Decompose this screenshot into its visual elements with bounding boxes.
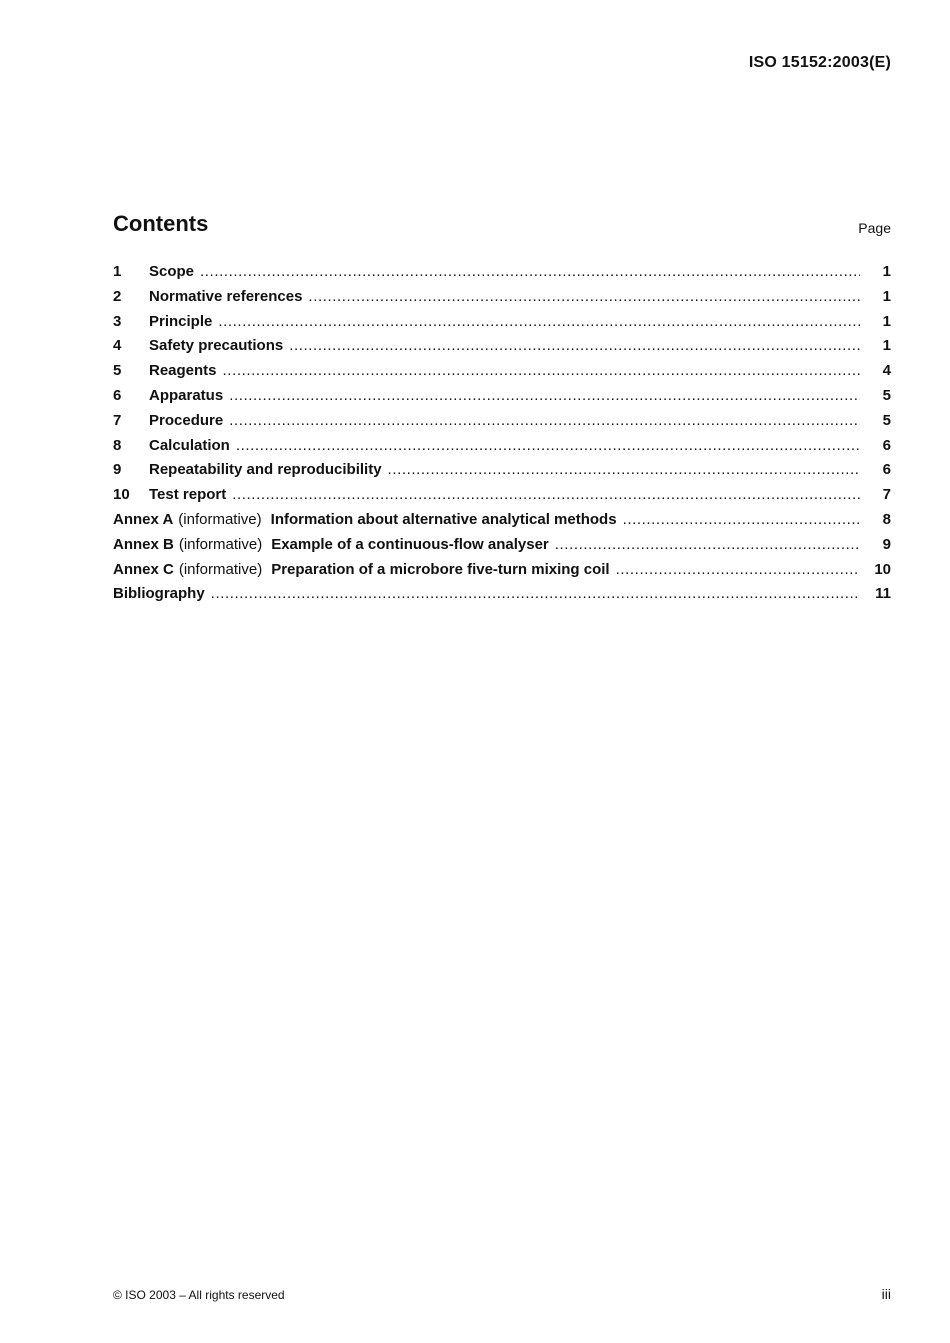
annex-title: Preparation of a microbore five-turn mixing coil [271,560,610,578]
toc-entry-apparatus[interactable] [113,387,891,412]
dot-leader [200,263,860,280]
toc-entry-principle[interactable] [113,313,891,338]
page-number: 7 [882,486,891,504]
clause-title: Test report [149,486,227,504]
toc-entry-normative-references[interactable] [113,288,891,313]
dot-leader [616,561,860,578]
annex-type: (informative) [178,510,262,528]
dot-leader [236,437,860,454]
dot-leader [232,486,860,503]
dot-leader [308,288,860,305]
clause-number: 7 [113,411,122,429]
annex-title: Information about alternative analytical methods [270,510,617,528]
clause-number: 2 [113,287,122,305]
annex-type: (informative) [178,560,263,578]
clause-title: Normative references [149,287,303,305]
toc-entry-safety-precautions[interactable] [113,337,891,362]
toc-entry-test-report[interactable] [113,486,891,511]
page-number: 6 [882,461,891,479]
dot-leader [229,387,860,404]
dot-leader [623,511,860,528]
clause-number: 9 [113,461,122,479]
contents-header [113,211,891,241]
toc-entry-annex-b[interactable] [113,536,891,561]
page-number: 4 [882,362,891,380]
footer-page-number: iii [881,1286,891,1302]
dot-leader [229,412,860,429]
dot-leader [289,337,860,354]
dot-leader [555,536,860,553]
page-number: 6 [882,436,891,454]
page-number: 1 [882,287,891,305]
dot-leader [218,313,860,330]
clause-number: 8 [113,436,122,454]
annex-label: Annex C [113,560,174,578]
clause-title: Scope [149,263,195,280]
annex-type: (informative) [178,535,263,553]
toc-entry-reagents[interactable] [113,362,891,387]
table-of-contents [113,263,891,610]
page-number: 9 [882,535,891,553]
clause-number: 5 [113,362,122,380]
page-number: 5 [882,411,891,429]
clause-title: Safety precautions [149,337,284,355]
clause-title: Procedure [149,411,224,429]
toc-entry-bibliography[interactable] [113,585,891,610]
clause-title: Principle [149,312,213,330]
page-number: 1 [882,312,891,330]
clause-title: Reagents [149,362,217,380]
toc-entry-procedure[interactable] [113,412,891,437]
page-number: 10 [874,560,891,578]
toc-entry-annex-a[interactable] [113,511,891,536]
dot-leader [388,461,860,478]
page-number: 5 [882,386,891,404]
footer-copyright: © ISO 2003 – All rights reserved [113,1288,285,1302]
clause-number: 3 [113,312,122,330]
toc-entry-repeatability[interactable] [113,461,891,486]
toc-entry-scope[interactable] [113,263,891,288]
page-number: 8 [882,510,891,528]
page-number: 11 [875,585,891,603]
dot-leader [211,585,860,602]
page-column-heading: Page [858,220,891,236]
document-identifier: ISO 15152:2003(E) [748,54,891,71]
annex-label: Annex A [113,510,174,528]
clause-number: 1 [113,263,122,280]
clause-number: 4 [113,337,122,355]
annex-title: Example of a continuous-flow analyser [271,535,549,553]
contents-title: Contents [113,211,209,236]
bibliography-title: Bibliography [113,585,205,603]
clause-title: Apparatus [149,386,224,404]
annex-label: Annex B [113,535,174,553]
dot-leader [223,362,860,379]
toc-entry-annex-c[interactable] [113,561,891,586]
page-number: 1 [882,263,891,280]
clause-title: Repeatability and reproducibility [149,461,382,479]
clause-number: 10 [113,486,130,504]
toc-entry-calculation[interactable] [113,437,891,462]
clause-number: 6 [113,386,122,404]
page-number: 1 [882,337,891,355]
clause-title: Calculation [149,436,230,454]
